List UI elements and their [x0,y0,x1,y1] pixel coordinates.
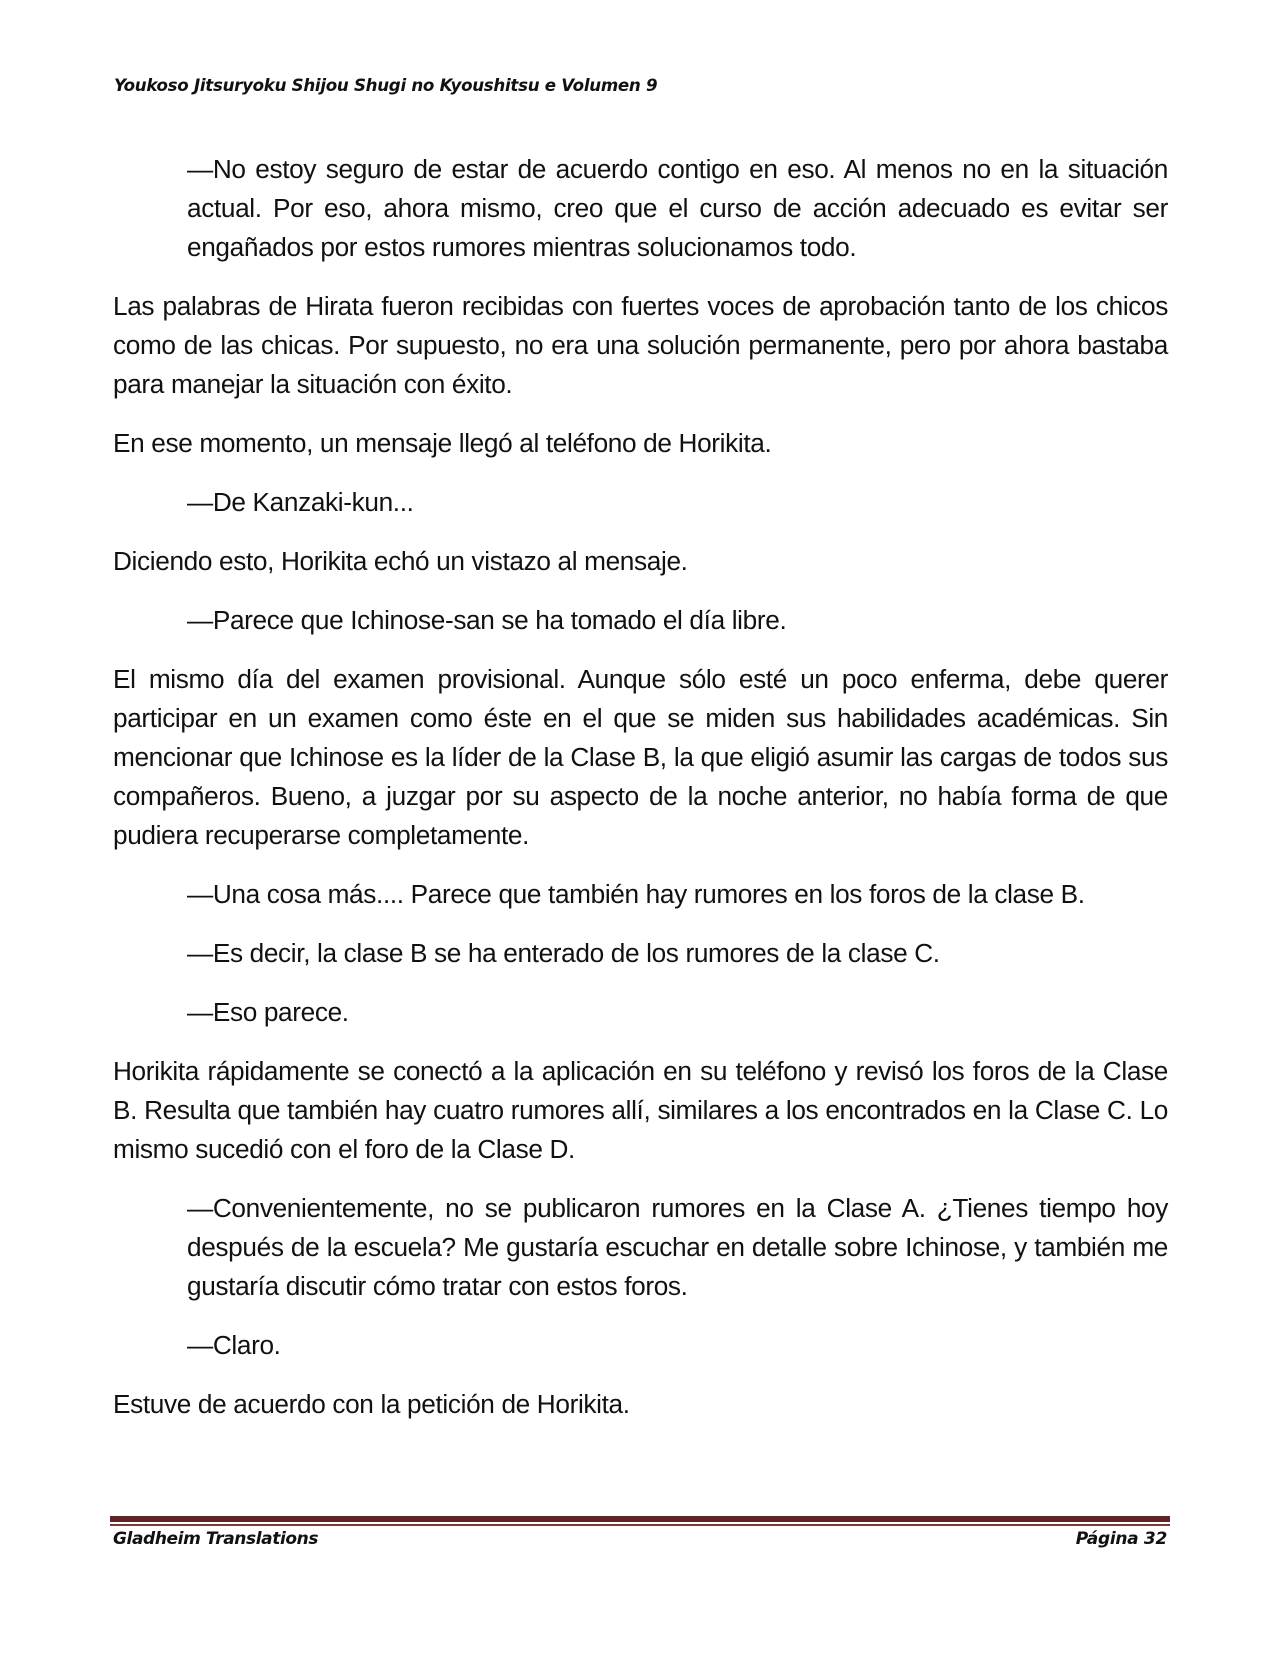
dialogue-paragraph: —Claro. [187,1330,281,1360]
page-number: Página 32 [1075,1529,1167,1549]
footer-rule-thick [110,1516,1170,1522]
dialogue-paragraph: —Una cosa más.... Parece que también hay rumores en los foros de la clase B. [187,879,1085,909]
running-header: Youkoso Jitsuryoku Shijou Shugi no Kyoushitsu e Volumen 9 [114,76,658,96]
footer-rule-thin [110,1524,1170,1526]
dialogue-paragraph: —Es decir, la clase B se ha enterado de los rumores de la clase C. [187,938,940,968]
page-body [113,150,1168,1444]
dialogue-paragraph: —Convenientemente, no se publicaron rumores en la Clase A. ¿Tienes tiempo hoy después de la escuela? Me gustaría escuchar en detalle sobre Ichinose, y también me gustaría discutir cómo tratar con estos foros. [187,1193,1168,1301]
dialogue-paragraph: —Parece que Ichinose-san se ha tomado el día libre. [187,605,787,635]
dialogue-paragraph: —Eso parece. [187,997,349,1027]
narration-paragraph: Diciendo esto, Horikita echó un vistazo al mensaje. [113,546,688,576]
narration-paragraph: El mismo día del examen provisional. Aunque sólo esté un poco enferma, debe querer participar en un examen como éste en el que se miden sus habilidades académicas. Sin mencionar que Ichinose es la líder de la Clase B, la que eligió asumir las cargas de todos sus compañeros. Bueno, a juzgar por su aspecto de la noche anterior, no había forma de que pudiera recuperarse completamente. [113,664,1168,850]
narration-paragraph: En ese momento, un mensaje llegó al teléfono de Horikita. [113,428,772,458]
narration-paragraph: Las palabras de Hirata fueron recibidas con fuertes voces de aprobación tanto de los chicos como de las chicas. Por supuesto, no era una solución permanente, pero por ahora bastaba para manejar la situación con éxito. [113,291,1168,399]
narration-paragraph: Estuve de acuerdo con la petición de Horikita. [113,1389,630,1419]
footer-credit: Gladheim Translations [113,1529,319,1549]
dialogue-paragraph: —De Kanzaki-kun... [187,487,414,517]
dialogue-paragraph: —No estoy seguro de estar de acuerdo contigo en eso. Al menos no en la situación actual. Por eso, ahora mismo, creo que el curso de acción adecuado es evitar ser engañados por estos rumores mientras solucionamos todo. [187,154,1168,262]
narration-paragraph: Horikita rápidamente se conectó a la aplicación en su teléfono y revisó los foros de la Clase B. Resulta que también hay cuatro rumores allí, similares a los encontrados en la Clase C. Lo mismo sucedió con el foro de la Clase D. [113,1056,1168,1164]
